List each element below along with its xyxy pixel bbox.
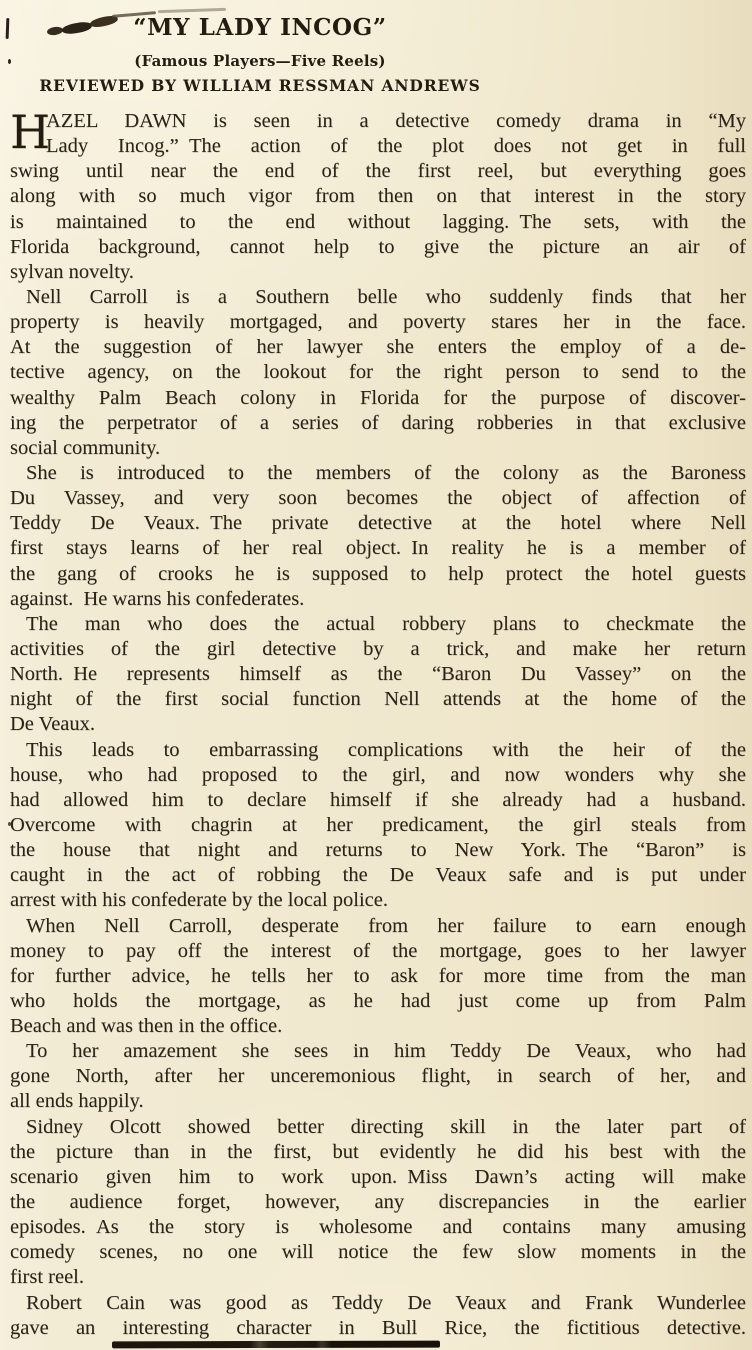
- text-line: house, who had proposed to the girl, and now wonders why she: [10, 763, 746, 786]
- article-body: [10, 105, 746, 1341]
- paragraph: [10, 738, 746, 914]
- text-line: first reel.: [10, 1266, 84, 1289]
- reviewer-byline: REVIEWED BY WILLIAM RESSMAN ANDREWS: [39, 76, 481, 95]
- text-line: is maintained to the end without lagging. The sets, with the: [10, 210, 746, 233]
- text-line: North. He represents himself as the “Baron Du Vassey” on the: [10, 663, 746, 686]
- text-line: comedy scenes, no one will notice the few slow moments in the: [10, 1241, 746, 1264]
- text-line: gone North, after her unceremonious flight, in search of her, and: [10, 1065, 746, 1088]
- text-line: the picture than in the first, but evidently he did his best with the: [10, 1140, 746, 1163]
- text-line: who holds the mortgage, as he had just come up from Palm: [10, 989, 746, 1012]
- text-line: for further advice, he tells her to ask for more time from the man: [10, 964, 746, 987]
- text-line: the audience forget, however, any discrepancies in the earlier: [10, 1191, 746, 1214]
- text-line: night of the first social function Nell attends at the home of the: [10, 688, 746, 711]
- text-line: swing until near the end of the first reel, but everything goes: [10, 160, 746, 183]
- text-line: To her amazement she sees in him Teddy De Veaux, who had: [26, 1040, 746, 1063]
- text-line: caught in the act of robbing the De Veaux safe and is put under: [10, 864, 746, 887]
- paragraph: [10, 1039, 746, 1114]
- paragraph: [10, 914, 746, 1040]
- text-line: This leads to embarrassing complications with the heir of the: [26, 738, 746, 761]
- text-line: Teddy De Veaux. The private detective at the hotel where Nell: [10, 512, 746, 535]
- text-line: arrest with his confederate by the local police.: [10, 889, 388, 912]
- article-subtitle: (Famous Players—Five Reels): [134, 52, 386, 70]
- text-line: money to pay off the interest of the mortgage, goes to her lawyer: [10, 939, 746, 962]
- text-line: Lady Incog.” The action of the plot does not get in full: [46, 135, 746, 158]
- text-line: Robert Cain was good as Teddy De Veaux and Frank Wunderlee: [26, 1291, 746, 1314]
- ink-scribble: [158, 8, 226, 13]
- paragraph: [10, 1291, 746, 1341]
- text-line: tective agency, on the lookout for the right person to send to the: [10, 361, 746, 384]
- text-line: wealthy Palm Beach colony in Florida for the purpose of discover-: [10, 386, 746, 409]
- text-line: gave an interesting character in Bull Rice, the fictitious detective.: [10, 1316, 746, 1339]
- text-line: When Nell Carroll, desperate from her failure to earn enough: [26, 914, 746, 937]
- text-line: Nell Carroll is a Southern belle who suddenly finds that her: [26, 285, 746, 308]
- article-header: [0, 16, 520, 94]
- text-line: first stays learns of her real object. In reality he is a member of: [10, 537, 746, 560]
- text-line: ing the perpetrator of a series of daring robberies in that exclusive: [10, 411, 746, 434]
- text-line: At the suggestion of her lawyer she enters the employ of a de-: [10, 336, 746, 359]
- text-line: Beach and was then in the office.: [10, 1015, 283, 1038]
- text-line: Overcome with chagrin at her predicament, the girl steals from: [10, 813, 746, 836]
- text-line: The man who does the actual robbery plans to checkmate the: [26, 612, 746, 635]
- text-line: Florida background, cannot help to give the picture an air of: [10, 235, 746, 258]
- paragraph: [10, 1115, 746, 1291]
- paragraph: [10, 105, 746, 285]
- text-line: activities of the girl detective by a trick, and make her return: [10, 637, 746, 660]
- text-line: sylvan novelty.: [10, 260, 134, 283]
- text-line: the gang of crooks he is supposed to help protect the hotel guests: [10, 562, 746, 585]
- text-line: AZEL DAWN is seen in a detective comedy drama in “My: [46, 110, 746, 132]
- text-line: De Veaux.: [10, 713, 96, 736]
- paragraph: [10, 612, 746, 738]
- text-line: scenario given him to work upon. Miss Dawn’s acting will make: [10, 1165, 746, 1188]
- text-line: had allowed him to declare himself if she already had a husband.: [10, 788, 746, 811]
- text-line: against. He warns his confederates.: [10, 587, 305, 610]
- text-line: property is heavily mortgaged, and poverty stares her in the face.: [10, 311, 746, 334]
- paragraph: [10, 461, 746, 612]
- text-line: Sidney Olcott showed better directing skill in the later part of: [26, 1115, 746, 1138]
- bottom-rule: [112, 1341, 440, 1349]
- page-title: “MY LADY INCOG”: [133, 14, 387, 41]
- text-line: along with so much vigor from then on that interest in the story: [10, 185, 746, 208]
- text-line: all ends happily.: [10, 1090, 144, 1113]
- text-line: She is introduced to the members of the colony as the Baroness: [26, 461, 746, 484]
- text-line: the house that night and returns to New York. The “Baron” is: [10, 839, 746, 862]
- drop-cap: H: [10, 105, 51, 159]
- text-line: social community.: [10, 436, 161, 459]
- paragraph: [10, 285, 746, 461]
- text-line: episodes. As the story is wholesome and contains many amusing: [10, 1216, 746, 1239]
- text-line: Du Vassey, and very soon becomes the object of affection of: [10, 487, 746, 510]
